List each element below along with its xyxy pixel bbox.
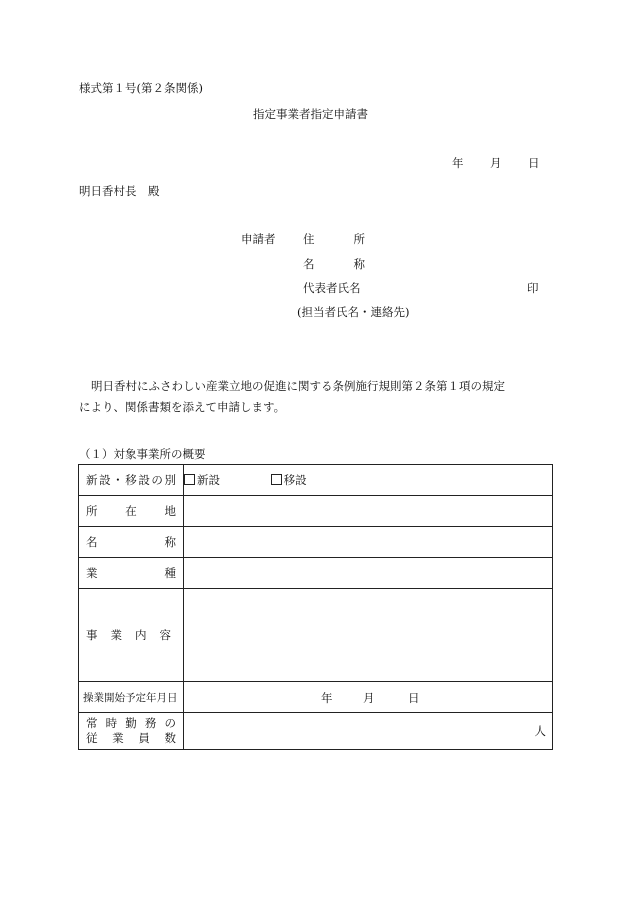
new-checkbox[interactable]: 新設 [184, 472, 220, 488]
facility-name-label: 名 称 [79, 527, 184, 558]
date-year: 年 [452, 156, 464, 170]
date-day: 日 [528, 156, 540, 170]
table-row [79, 465, 553, 496]
table-row [79, 558, 553, 589]
industry-label: 業 種 [79, 558, 184, 589]
start-date-label: 操業開始予定年月日 [79, 682, 184, 713]
contact-label: (担当者氏名・連絡先) [297, 305, 410, 319]
employees-unit: 人 [534, 724, 546, 738]
table-row [79, 496, 553, 527]
table-row [79, 589, 553, 682]
industry-field[interactable] [184, 558, 553, 589]
employees-label: 常 時 勤 務 の 従 業 員 数 [79, 713, 184, 750]
form-number: 様式第１号(第２条関係) [79, 81, 203, 95]
applicant-label: 申請者 [241, 232, 276, 246]
facility-overview-table [78, 464, 553, 750]
section-title: （１）対象事業所の概要 [79, 447, 206, 461]
business-content-label: 事 業 内 容 [79, 589, 184, 682]
table-row [79, 682, 553, 713]
start-date-year: 年 [321, 691, 333, 705]
table-row [79, 713, 553, 750]
body-text-line2: により、関係書類を添えて申請します。 [79, 400, 286, 414]
document-title: 指定事業者指定申請書 [253, 107, 368, 121]
facility-name-field[interactable] [184, 527, 553, 558]
checkbox-icon [271, 474, 282, 485]
location-field[interactable] [184, 496, 553, 527]
move-checkbox[interactable]: 移設 [271, 472, 307, 488]
start-date-month: 月 [363, 691, 375, 705]
location-label: 所 在 地 [79, 496, 184, 527]
addressee: 明日香村長 殿 [79, 184, 160, 198]
representative-label: 代表者氏名 [303, 281, 361, 295]
new-or-move-value [184, 465, 553, 496]
checkbox-icon [184, 474, 195, 485]
date-month: 月 [490, 156, 502, 170]
body-text-line1: 明日香村にふさわしい産業立地の促進に関する条例施行規則第２条第１項の規定 [91, 379, 505, 393]
employees-field[interactable] [184, 713, 553, 750]
new-or-move-label: 新 設 ・ 移 設 の 別 [79, 465, 184, 496]
seal-mark: 印 [527, 281, 539, 295]
address-label: 住 所 [303, 232, 365, 246]
name-label: 名 称 [303, 257, 365, 271]
table-row [79, 527, 553, 558]
start-date-day: 日 [408, 691, 420, 705]
business-content-field[interactable] [184, 589, 553, 682]
start-date-field[interactable] [184, 682, 553, 713]
